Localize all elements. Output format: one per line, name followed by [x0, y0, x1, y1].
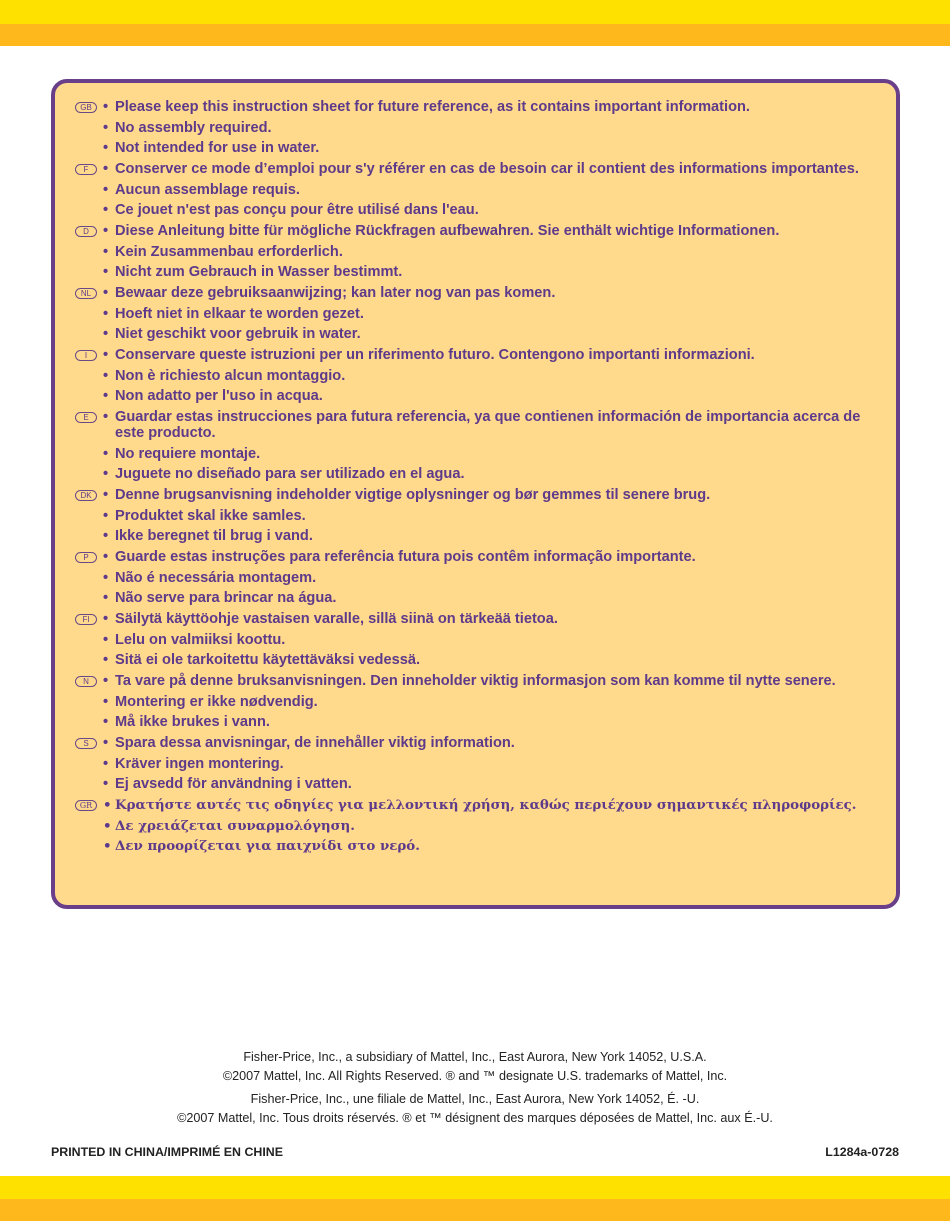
bullet-icon: • — [103, 243, 109, 260]
instruction-text: Please keep this instruction sheet for future reference, as it contains important information. — [115, 99, 750, 115]
instruction-line — [75, 528, 876, 544]
language-code-badge: I — [75, 350, 97, 361]
instruction-text: Diese Anleitung bitte für mögliche Rückfragen aufbewahren. Sie enthält wichtige Informationen. — [115, 223, 780, 239]
instruction-text: Denne brugsanvisning indeholder vigtige oplysninger og bør gemmes til senere brug. — [115, 487, 711, 503]
instruction-line — [75, 161, 876, 177]
bullet-icon: • — [103, 776, 109, 792]
instruction-line — [75, 244, 876, 260]
instruction-line — [75, 99, 876, 115]
language-code-badge: DK — [75, 490, 97, 501]
language-section-e — [75, 409, 876, 482]
bullet-icon: • — [103, 202, 109, 218]
instruction-text: Guardar estas instrucciones para futura referencia, ya que contienen información de importancia acerca de este producto. — [115, 409, 861, 441]
instruction-text: Conserver ce mode d’emploi pour s'y référer en cas de besoin car il contient des informations importantes. — [115, 161, 859, 177]
language-section-dk — [75, 487, 876, 544]
instruction-line — [75, 347, 876, 363]
language-code-badge: FI — [75, 614, 97, 625]
instruction-line — [75, 446, 876, 462]
bullet-icon: • — [103, 367, 109, 384]
bullet-icon: • — [103, 305, 109, 322]
instruction-line — [75, 202, 876, 218]
language-code-badge: P — [75, 552, 97, 563]
instruction-line — [75, 140, 876, 156]
bullet-icon: • — [103, 611, 109, 627]
instruction-line — [75, 285, 876, 301]
language-code-badge: GB — [75, 102, 97, 113]
bullet-icon: • — [103, 838, 112, 854]
footer-french — [0, 1090, 950, 1128]
bullet-icon: • — [103, 673, 109, 689]
instruction-line — [75, 611, 876, 627]
bullet-icon: • — [103, 549, 109, 565]
language-code-badge: NL — [75, 288, 97, 299]
bullet-icon: • — [103, 466, 109, 482]
instruction-line — [75, 673, 876, 689]
instruction-line — [75, 182, 876, 198]
instruction-text: No assembly required. — [115, 119, 272, 136]
instruction-line — [75, 818, 876, 834]
instruction-text: Ta vare på denne bruksanvisningen. Den inneholder viktig informasjon som kan komme til nytte senere. — [115, 673, 836, 689]
language-section-gb — [75, 99, 876, 156]
instruction-text: Não serve para brincar na água. — [115, 590, 337, 606]
instruction-line — [75, 797, 876, 813]
bullet-icon: • — [103, 631, 109, 648]
language-code-badge: N — [75, 676, 97, 687]
language-code-badge: D — [75, 226, 97, 237]
bullet-icon: • — [103, 714, 109, 730]
instruction-text: Guarde estas instruções para referência futura pois contêm informação importante. — [115, 549, 696, 565]
footer-fr-line-1: Fisher-Price, Inc., une filiale de Mattel, Inc., East Aurora, New York 14052, É. -U. — [250, 1092, 700, 1106]
bullet-icon: • — [103, 507, 109, 524]
instruction-text: Produktet skal ikke samles. — [115, 507, 306, 524]
instruction-text: Δεν προορίζεται για παιχνίδι στο νερό. — [115, 838, 420, 854]
language-section-s — [75, 735, 876, 792]
instruction-line — [75, 223, 876, 239]
instruction-text: Spara dessa anvisningar, de innehåller viktig information. — [115, 735, 515, 751]
bullet-icon: • — [103, 99, 109, 115]
bullet-icon: • — [103, 569, 109, 586]
instruction-text: Ikke beregnet til brug i vand. — [115, 528, 313, 544]
instruction-text: Sitä ei ole tarkoitettu käytettäväksi vedessä. — [115, 652, 420, 668]
instruction-text: Non adatto per l'uso in acqua. — [115, 388, 323, 404]
instruction-line — [75, 388, 876, 404]
instruction-line — [75, 590, 876, 606]
instruction-line — [75, 714, 876, 730]
instruction-line — [75, 508, 876, 524]
printed-in-label: PRINTED IN CHINA/IMPRIMÉ EN CHINE — [51, 1145, 283, 1159]
language-code-badge: E — [75, 412, 97, 423]
language-code-badge: S — [75, 738, 97, 749]
language-code-badge: F — [75, 164, 97, 175]
instruction-line — [75, 838, 876, 854]
footer-en-line-2: ©2007 Mattel, Inc. All Rights Reserved. ® and ™ designate U.S. trademarks of Mattel, Inc. — [222, 1069, 728, 1083]
bullet-icon: • — [103, 285, 109, 301]
instruction-text: Ce jouet n'est pas conçu pour être utilisé dans l'eau. — [115, 202, 479, 218]
instruction-text: Säilytä käyttöohje vastaisen varalle, sillä siinä on tärkeää tietoa. — [115, 611, 558, 627]
bullet-icon: • — [103, 693, 109, 710]
instruction-text: Bewaar deze gebruiksaanwijzing; kan later nog van pas komen. — [115, 285, 556, 301]
instruction-text: Ej avsedd för användning i vatten. — [115, 776, 352, 792]
language-section-gr — [75, 797, 876, 854]
instruction-text: Não é necessária montagem. — [115, 569, 317, 586]
top-color-band — [0, 0, 950, 46]
bullet-icon: • — [103, 528, 109, 544]
instruction-text: Aucun assemblage requis. — [115, 181, 300, 198]
bullet-icon: • — [103, 326, 109, 342]
bullet-icon: • — [103, 590, 109, 606]
instruction-text: Conservare queste istruzioni per un riferimento futuro. Contengono importanti informazioni. — [115, 347, 755, 363]
bullet-icon: • — [103, 735, 109, 751]
instruction-line — [75, 409, 876, 441]
instruction-text: Montering er ikke nødvendig. — [115, 693, 318, 710]
instruction-text: Lelu on valmiiksi koottu. — [115, 631, 286, 648]
instruction-line — [75, 466, 876, 482]
instruction-line — [75, 735, 876, 751]
bullet-icon: • — [103, 181, 109, 198]
instruction-text: Niet geschikt voor gebruik in water. — [115, 326, 361, 342]
part-number: L1284a-0728 — [825, 1145, 899, 1159]
instruction-line — [75, 326, 876, 342]
bullet-icon: • — [103, 817, 112, 834]
language-section-nl — [75, 285, 876, 342]
bullet-icon: • — [103, 161, 109, 177]
instruction-text: Må ikke brukes i vann. — [115, 714, 270, 730]
instruction-line — [75, 306, 876, 322]
language-section-p — [75, 549, 876, 606]
instruction-line — [75, 549, 876, 565]
bullet-icon: • — [103, 445, 109, 462]
instruction-line — [75, 368, 876, 384]
language-section-n — [75, 673, 876, 730]
bullet-icon: • — [103, 388, 109, 404]
bottom-color-band — [0, 1176, 950, 1221]
bullet-icon: • — [103, 652, 109, 668]
bullet-icon: • — [103, 347, 109, 363]
instruction-line — [75, 776, 876, 792]
language-section-d — [75, 223, 876, 280]
instruction-text: Κρατήστε αυτές τις οδηγίες για μελλοντική χρήση, καθώς περιέχουν σημαντικές πληροφορίες. — [115, 797, 857, 813]
instruction-line — [75, 264, 876, 280]
instruction-text: Δε χρειάζεται συναρμολόγηση. — [115, 817, 355, 834]
instruction-text: Nicht zum Gebrauch in Wasser bestimmt. — [115, 264, 403, 280]
language-section-f — [75, 161, 876, 218]
instruction-text: Non è richiesto alcun montaggio. — [115, 367, 346, 384]
instruction-line — [75, 487, 876, 503]
instruction-line — [75, 570, 876, 586]
instruction-line — [75, 120, 876, 136]
language-section-fi — [75, 611, 876, 668]
bullet-icon: • — [103, 755, 109, 772]
instruction-text: Not intended for use in water. — [115, 140, 320, 156]
instruction-text: Kein Zusammenbau erforderlich. — [115, 243, 343, 260]
instruction-box — [51, 79, 900, 909]
bullet-icon: • — [103, 223, 109, 239]
footer-fr-line-2: ©2007 Mattel, Inc. Tous droits réservés. ® et ™ désignent des marques déposées de Mattel, Inc. aux É.-U. — [177, 1111, 773, 1125]
instruction-line — [75, 632, 876, 648]
instruction-text: No requiere montaje. — [115, 445, 261, 462]
footer-en-line-1: Fisher-Price, Inc., a subsidiary of Mattel, Inc., East Aurora, New York 14052, U.S.A. — [243, 1050, 707, 1064]
bullet-icon: • — [103, 487, 109, 503]
footer-english — [0, 1048, 950, 1086]
bullet-icon: • — [103, 264, 109, 280]
instruction-text: Kräver ingen montering. — [115, 755, 284, 772]
language-code-badge: GR — [75, 800, 97, 811]
instruction-line — [75, 652, 876, 668]
instruction-text: Hoeft niet in elkaar te worden gezet. — [115, 305, 364, 322]
instruction-text: Juguete no diseñado para ser utilizado en el agua. — [115, 466, 465, 482]
language-section-i — [75, 347, 876, 404]
bullet-icon: • — [103, 409, 109, 425]
bullet-icon: • — [103, 119, 109, 136]
instruction-line — [75, 756, 876, 772]
instruction-line — [75, 694, 876, 710]
bullet-icon: • — [103, 797, 112, 813]
bullet-icon: • — [103, 140, 109, 156]
